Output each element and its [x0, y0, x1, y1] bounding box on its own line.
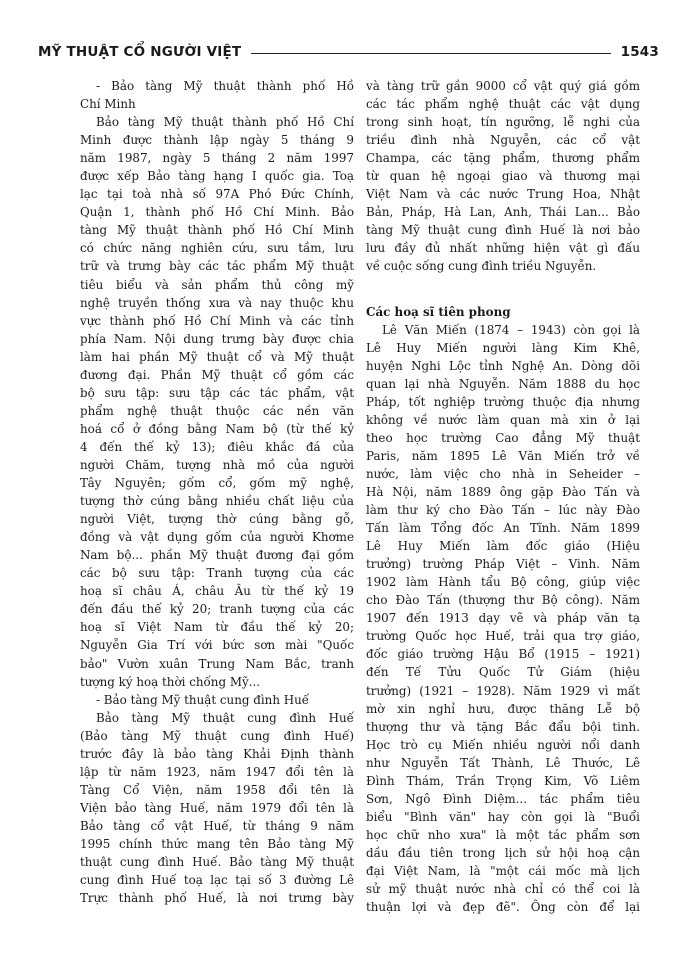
text-line: Paris, năm 1895 Lê Văn Miến trở về [366, 448, 640, 463]
right-column [366, 77, 640, 916]
text-line: đốc giáo trường Hậu Bổ (1915 – 1921) [366, 647, 640, 662]
text-line: người Chăm, tượng nhà mồ của người [80, 457, 354, 472]
text-line: Trực thành phố Huế, là nơi trưng bày [80, 891, 354, 906]
text-line: Lê Huy Miến làm đốc giáo (Hiệu [366, 539, 640, 554]
text-line: đương đại. Phần Mỹ thuật cổ gồm các [80, 367, 354, 382]
text-line: Bảo tàng Mỹ thuật cung đình Huế [96, 710, 354, 725]
paragraph-spacer [366, 276, 640, 303]
text-line: thượng thư và tặng Bắc đẩu bội tinh. [366, 719, 640, 734]
text-line: huyện Nghi Lộc tỉnh Nghệ An. Dòng dõi [366, 358, 640, 373]
text-line: hoá cổ ở đồng bằng Nam bộ (từ thế kỷ [80, 421, 354, 436]
text-line: như Nguyễn Tất Thành, Lê Thước, Lê [366, 755, 640, 770]
text-line: cho Đào Tấn (thượng thư Bộ công). Năm [366, 593, 640, 608]
text-line: học chữ nho xưa" là một tác phẩm sơn [366, 827, 640, 842]
text-line: đại Việt Nam, là "một cái mốc mà lịch [366, 863, 640, 878]
text-line: thuận lợi và đẹp đẽ". Ông còn để lại [366, 900, 640, 915]
text-line: tiêu biểu và sản phẩm thủ công mỹ [80, 277, 354, 292]
text-line: làm thư ký cho Đào Tấn – lúc này Đào [366, 503, 640, 518]
text-line: tượng thờ cúng bằng nhiều chất liệu của [80, 494, 354, 509]
text-line: 4 đến thế kỷ 13); điêu khắc đá của [80, 439, 354, 454]
text-line: vực thành phố Hồ Chí Minh và các tỉnh [80, 313, 354, 328]
left-column [80, 77, 354, 907]
running-header [38, 42, 659, 62]
text-line: Chí Minh [80, 97, 136, 112]
text-line: các bộ sưu tập: Tranh tượng của các [80, 566, 354, 581]
text-line: (Bảo tàng Mỹ thuật cung đình Huế) [80, 728, 354, 743]
text-line: Đình Thám, Trần Trọng Kim, Võ Liêm [366, 773, 640, 788]
text-line: tàng Mỹ thuật thành phố Hồ Chí Minh [80, 223, 354, 238]
text-line: về cuộc sống cung đình triều Nguyễn. [366, 259, 597, 274]
text-line: tượng ký hoạ thời chống Mỹ... [80, 674, 261, 689]
header-rule [251, 53, 610, 54]
text-line: Học trò cụ Miến nhiều người nổi danh [366, 737, 640, 752]
text-line: người Việt, tượng thờ cúng bằng gỗ, [80, 512, 354, 527]
text-line: đến Tế Tửu Quốc Tử Giám (hiệu [366, 665, 640, 680]
text-line: - Bảo tàng Mỹ thuật cung đình Huế [96, 692, 310, 707]
text-line: thuật cung đình Huế. Bảo tàng Mỹ thuật [80, 855, 354, 870]
text-line: Việt Nam và các nước Trung Hoa, Nhật [366, 187, 640, 202]
text-line: được xếp Bảo tàng hạng I quốc gia. Toạ [80, 169, 354, 184]
text-line: lập từ năm 1923, năm 1947 đổi tên là [80, 764, 354, 779]
text-line: trường Quốc học Huế, trải qua trợ giáo, [366, 629, 640, 644]
text-line: phẩm nghệ thuật thuộc các nền văn [80, 403, 354, 418]
text-line: nước, làm việc cho nhà in Seheider – [366, 466, 640, 481]
text-line: Bảo tàng cổ vật Huế, từ tháng 9 năm [80, 818, 354, 833]
text-line: làm hai phần Mỹ thuật cổ và Mỹ thuật [80, 349, 354, 364]
text-line: không về nước làm quan mà xin ở lại [366, 412, 640, 427]
text-line: sử mỹ thuật nước nhà chỉ có thể coi là [366, 882, 640, 897]
text-line: hoạ sĩ châu Á, châu Âu từ thế kỷ 19 [80, 584, 354, 599]
text-line: Minh được thành lập ngày 5 tháng 9 [80, 133, 354, 148]
text-line: nghệ truyền thống xưa và nay thuộc khu [80, 295, 354, 310]
text-line: đến đầu thế kỷ 20; tranh tượng của các [80, 602, 354, 617]
text-line: tàng Mỹ thuật cung đình Huế là nơi bảo [366, 223, 640, 238]
text-line: lạc tại toà nhà số 97A Phó Đức Chính, [80, 187, 354, 202]
running-title: MỸ THUẬT CỔ NGƯỜI VIỆT [38, 44, 242, 60]
text-line: bộ sưu tập: sưu tập các tác phẩm, vật [80, 385, 354, 400]
text-line: Lê Văn Miến (1874 – 1943) còn gọi là [382, 322, 640, 337]
text-line: Champa, các tặng phẩm, thương phẩm [366, 151, 640, 166]
text-line: phía Nam. Nội dung trưng bày được chia [80, 331, 354, 346]
text-line: cung đình Huế toạ lạc tại số 3 đường Lê [80, 873, 354, 888]
text-line: Tấn làm Tổng đốc An Tĩnh. Năm 1899 [366, 521, 640, 536]
text-line: năm 1987, ngày 5 tháng 2 năm 1997 [80, 151, 354, 166]
text-line: Nam bộ... phần Mỹ thuật đương đại gồm [80, 548, 354, 563]
text-line: trữ và trưng bày các tác phẩm Mỹ thuật [80, 259, 354, 274]
text-line: có chức năng nghiên cứu, sưu tầm, lưu [80, 241, 354, 256]
text-line: Bản, Pháp, Hà Lan, Anh, Thái Lan... Bảo [366, 205, 640, 220]
text-line: Tàng Cổ Viện, năm 1958 đổi tên là [80, 782, 354, 797]
text-line: biểu "Bình văn" hay còn gọi là "Buổi [366, 809, 640, 824]
text-line: các tác phẩm nghệ thuật các vật dụng [366, 97, 640, 112]
text-line: từ quan hệ ngoại giao và thương mại [366, 169, 640, 184]
text-line: dầu đầu tiên trong lịch sử hội hoạ cận [366, 845, 640, 860]
text-line: 1995 chính thức mang tên Bảo tàng Mỹ [80, 836, 354, 851]
text-line: mờ xin nghỉ hưu, được thăng Lễ bộ [366, 701, 640, 716]
text-line: Sơn, Ngô Đình Diệm... tác phẩm tiêu [366, 791, 640, 806]
text-line: - Bảo tàng Mỹ thuật thành phố Hồ [96, 79, 354, 93]
text-line: Pháp, tốt nghiệp trường thuộc địa nhưng [366, 394, 640, 409]
page-number: 1543 [620, 44, 659, 60]
text-line: lưu đầy đủ nhất những hiện vật gì đấu [366, 241, 640, 256]
text-line: 1902 làm Hành tẩu Bộ công, giúp việc [366, 575, 640, 590]
text-line: theo học trường Cao đẳng Mỹ thuật [366, 430, 640, 445]
text-line: 1907 đến 1913 dạy vẽ và pháp văn tạ [366, 611, 640, 626]
text-line: triều đình nhà Nguyễn, các cổ vật [366, 133, 640, 148]
text-line: trước đây là bảo tàng Khải Định thành [80, 746, 354, 761]
text-line: Quận 1, thành phố Hồ Chí Minh. Bảo [80, 205, 354, 220]
text-line: đồng và vật dụng gốm của người Khơme [80, 530, 354, 545]
text-line: và tàng trữ gần 9000 cổ vật quý giá gồm [366, 79, 640, 93]
text-line: Bảo tàng Mỹ thuật thành phố Hồ Chí [96, 115, 354, 130]
text-line: hoạ sĩ Việt Nam từ đầu thế kỷ 20; [80, 620, 354, 635]
text-line: Lê Huy Miến người làng Kim Khê, [366, 340, 640, 355]
text-line: Hà Nội, năm 1889 ông gặp Đào Tấn và [366, 484, 640, 499]
section-heading: Các hoạ sĩ tiên phong [366, 304, 511, 319]
text-line: trong sinh hoạt, tín ngưỡng, lễ nghi của [366, 115, 640, 130]
text-line: quan lại nhà Nguyễn. Năm 1888 du học [366, 376, 640, 391]
text-line: trưởng) (1921 – 1928). Năm 1929 vì mất [366, 683, 640, 698]
text-line: trưởng) trường Pháp Việt – Vinh. Năm [366, 557, 640, 572]
text-line: Tây Nguyên; gốm cổ, gốm mỹ nghệ, [80, 476, 354, 491]
text-line: Nguyễn Gia Trí với bức sơn mài "Quốc [80, 638, 354, 653]
text-line: bảo" Vườn xuân Trung Nam Bắc, tranh [80, 656, 354, 671]
text-line: Viện bảo tàng Huế, năm 1979 đổi tên là [80, 800, 354, 815]
